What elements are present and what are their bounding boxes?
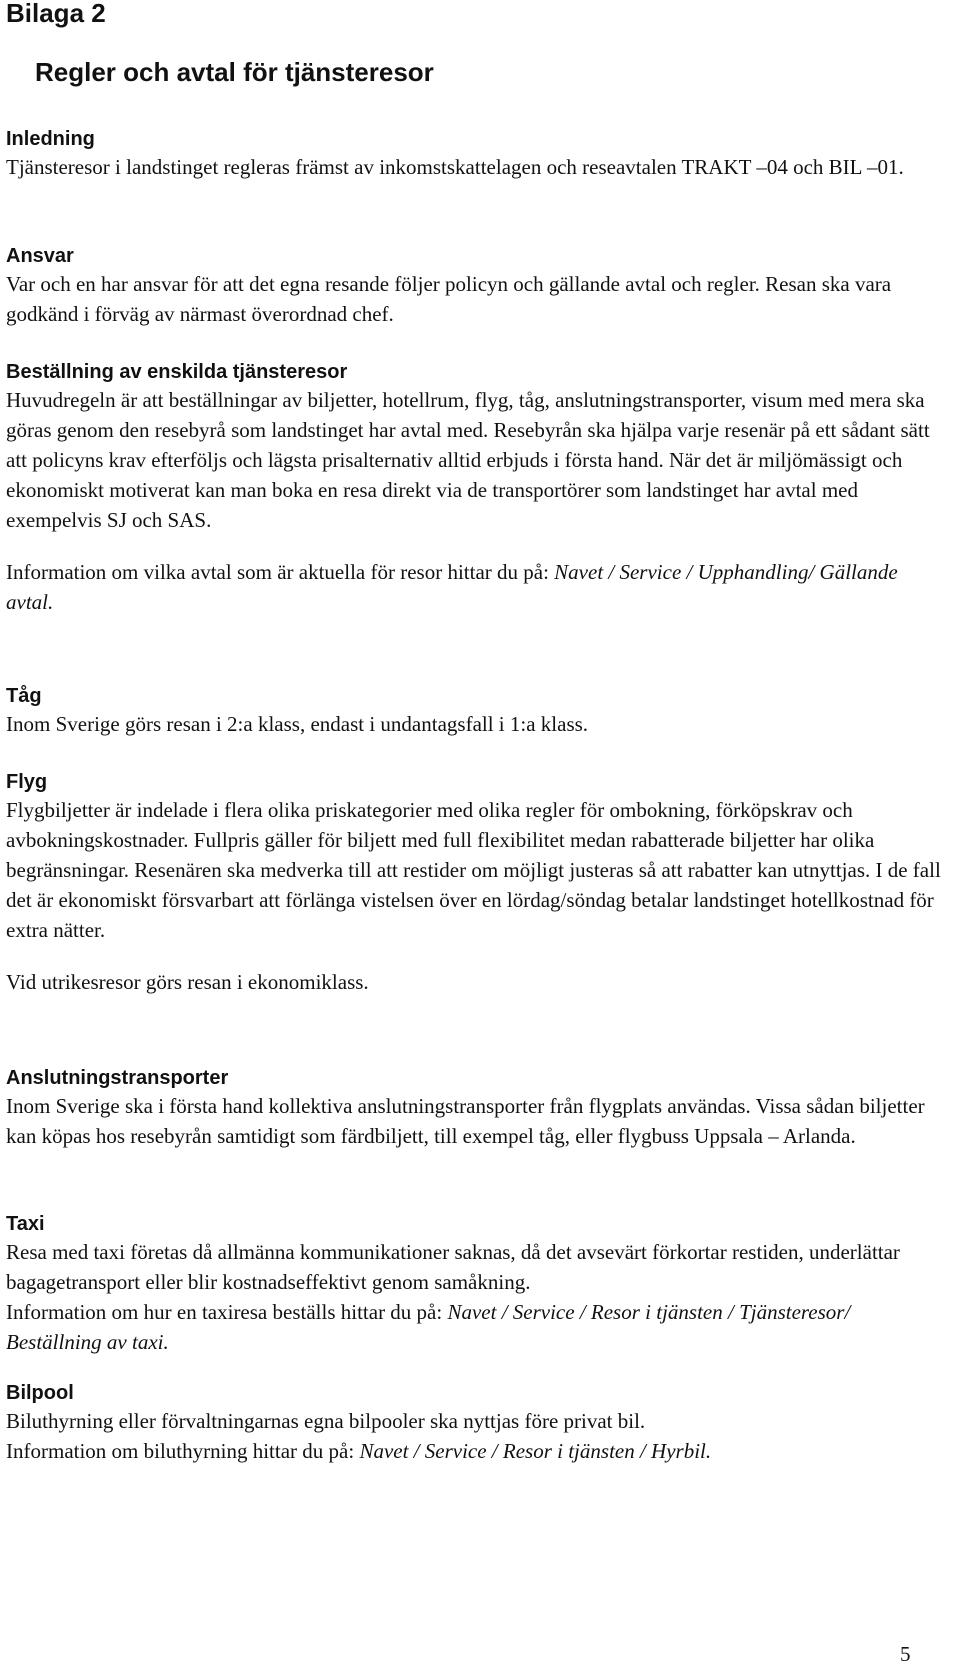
info-paragraph bbox=[6, 557, 946, 617]
intranet-path-link[interactable]: Navet / Service / Resor i tjänsten / Hyrbil. bbox=[359, 1439, 712, 1463]
section-text: Biluthyrning eller förvaltningarnas egna bilpooler ska nyttjas före privat bil. bbox=[6, 1409, 646, 1433]
section-bestallning bbox=[6, 360, 946, 617]
section-text: Huvudregeln är att beställningar av biljetter, hotellrum, flyg, tåg, anslutningstransporter, visum med mera ska göras genom den resebyrå som landstinget har avtal med. Resebyrån ska hjälpa varje resenär på ett sådant sätt att policyns krav efterföljs och lägsta prisalternativ alltid erbjuds i första hand. När det är miljömässigt och ekonomiskt motiverat kan man boka en resa direkt via de transportörer som landstinget har avtal med exempelvis SJ och SAS. bbox=[6, 388, 930, 532]
section-inledning bbox=[6, 127, 946, 182]
section-heading: Beställning av enskilda tjänsteresor bbox=[6, 361, 348, 383]
section-text: Tjänsteresor i landstinget regleras främst av inkomstskattelagen och reseavtalen TRAKT –04 och BIL –01. bbox=[6, 155, 904, 179]
section-heading: Tåg bbox=[6, 685, 42, 707]
section-tag bbox=[6, 684, 946, 739]
section-heading: Anslutningstransporter bbox=[6, 1067, 229, 1089]
annex-label: Bilaga 2 bbox=[6, 0, 106, 28]
info-prefix: Information om biluthyrning hittar du på: bbox=[6, 1439, 360, 1463]
info-prefix: Information om hur en taxiresa beställs hittar du på: bbox=[6, 1300, 448, 1324]
info-paragraph bbox=[6, 1297, 946, 1357]
section-text: Inom Sverige görs resan i 2:a klass, endast i undantagsfall i 1:a klass. bbox=[6, 712, 589, 736]
section-text: Inom Sverige ska i första hand kollektiva anslutningstransporter från flygplats användas. Vissa sådan biljetter kan köpas hos resebyrån samtidigt som färdbiljett, till exempel tåg, eller flygbuss Uppsala – Arlanda. bbox=[6, 1094, 925, 1148]
section-text: Resa med taxi företas då allmänna kommunikationer saknas, då det avsevärt förkortar restiden, underlättar bagagetransport eller blir kostnadseffektivt genom samåkning. bbox=[6, 1240, 900, 1294]
intranet-path-link[interactable]: Navet / Service / Resor i tjänsten / Tjänsteresor/ Beställning av taxi. bbox=[6, 1300, 851, 1354]
info-paragraph bbox=[6, 1436, 946, 1466]
info-prefix: Information om vilka avtal som är aktuella för resor hittar du på: bbox=[6, 560, 555, 584]
intranet-path-link[interactable]: Navet / Service / Upphandling/ Gällande avtal. bbox=[6, 560, 898, 614]
document-title: Regler och avtal för tjänsteresor bbox=[35, 57, 434, 87]
section-text-2: Vid utrikesresor görs resan i ekonomiklass. bbox=[6, 970, 369, 994]
section-anslutningstransporter bbox=[6, 1066, 946, 1151]
section-taxi bbox=[6, 1212, 946, 1357]
section-flyg bbox=[6, 770, 946, 997]
section-bilpool bbox=[6, 1381, 946, 1466]
section-heading: Ansvar bbox=[6, 245, 74, 267]
section-heading: Flyg bbox=[6, 771, 48, 793]
section-text: Var och en har ansvar för att det egna resande följer policyn och gällande avtal och regler. Resan ska vara godkänd i förväg av närmast överordnad chef. bbox=[6, 272, 892, 326]
section-heading: Bilpool bbox=[6, 1382, 74, 1404]
page-number: 5 bbox=[900, 1642, 911, 1666]
section-heading: Inledning bbox=[6, 128, 95, 150]
section-ansvar bbox=[6, 244, 946, 329]
section-heading: Taxi bbox=[6, 1213, 45, 1235]
section-text: Flygbiljetter är indelade i flera olika priskategorier med olika regler för ombokning, förköpskrav och avbokningskostnader. Fullpris gäller för biljett med full flexibilitet medan rabatterade biljetter har olika begränsningar. Resenären ska medverka till att restider om möjligt justeras så att rabatter kan utnyttjas. I de fall det är ekonomiskt försvarbart att förlänga vistelsen över en lördag/söndag betalar landstinget hotellkostnad för extra nätter. bbox=[6, 798, 941, 942]
